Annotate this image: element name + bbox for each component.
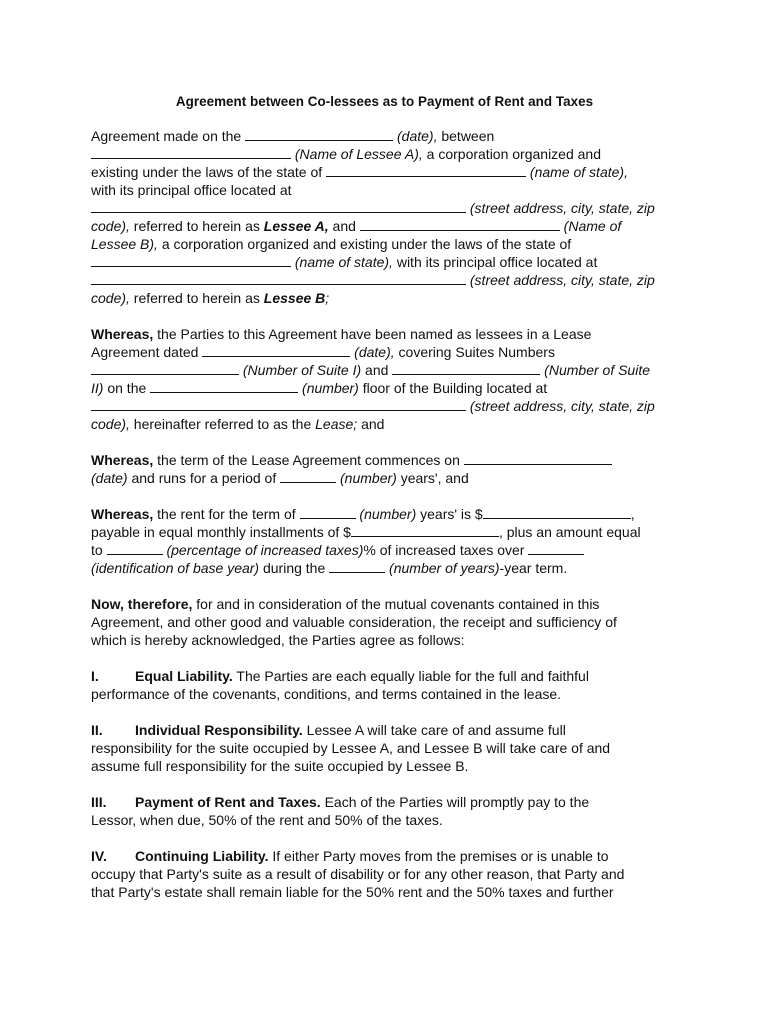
text: covering Suites Numbers	[394, 344, 555, 360]
text: on the	[103, 380, 151, 396]
text: with its principal office located at	[91, 182, 292, 198]
text: and	[361, 362, 393, 378]
hint-text: (Number of Suite	[540, 362, 651, 378]
text: ;	[325, 290, 330, 306]
line	[91, 217, 678, 235]
text: between	[437, 128, 495, 144]
text: a corporation organized and	[422, 146, 601, 162]
hint-text: (number)	[336, 470, 397, 486]
section-heading: Individual Responsibility.	[135, 722, 303, 738]
line	[91, 595, 678, 613]
hint-text: code),	[91, 290, 130, 306]
parties-paragraph	[91, 127, 678, 307]
text: performance of the covenants, conditions, and terms contained in the lease.	[91, 686, 562, 702]
text: , plus an amount equal	[498, 524, 641, 540]
whereas-keyword: Whereas,	[91, 452, 154, 468]
lease-whereas-paragraph	[91, 325, 678, 433]
hint-text: code),	[91, 416, 130, 432]
text: Lessor, when due, 50% of the rent and 50% of the taxes.	[91, 812, 443, 828]
document-title: Agreement between Co-lessees as to Payment of Rent and Taxes	[175, 94, 594, 109]
section-number: IV.	[91, 848, 107, 864]
hint-text: (Name of	[559, 218, 622, 234]
text: referred to herein as	[129, 290, 264, 306]
hint-text: (name of state),	[291, 254, 393, 270]
defined-term: Lessee A,	[263, 218, 329, 234]
floor-number-blank[interactable]	[150, 380, 298, 393]
line	[91, 325, 678, 343]
text: % of increased taxes over	[363, 542, 529, 558]
line	[91, 721, 678, 739]
line	[91, 253, 678, 271]
defined-term: Lease;	[315, 416, 358, 432]
section-individual-responsibility	[91, 721, 678, 775]
text: the Parties to this Agreement have been named as lessees in a Lease	[153, 326, 592, 342]
text: assume full responsibility for the suite occupied by Lessee B.	[91, 758, 469, 774]
line	[91, 757, 678, 775]
date-blank[interactable]	[464, 452, 612, 465]
text: and runs for a period of	[127, 470, 281, 486]
date-blank[interactable]	[245, 128, 393, 141]
line	[91, 181, 678, 199]
whereas-keyword: Whereas,	[91, 506, 154, 522]
section-number: III.	[91, 794, 107, 810]
hint-text: (Number of Suite I)	[239, 362, 362, 378]
suite-ii-blank[interactable]	[392, 362, 540, 375]
hint-text: (date),	[393, 128, 438, 144]
line	[91, 235, 678, 253]
section-heading: Equal Liability.	[135, 668, 233, 684]
line	[91, 379, 678, 397]
text: Agreement, and other good and valuable consideration, the receipt and sufficiency of	[91, 614, 617, 630]
text: If either Party moves from the premises or is unable to	[268, 848, 609, 864]
text: payable in equal monthly installments of $	[91, 524, 351, 540]
line	[91, 469, 678, 487]
text: with its principal office located at	[392, 254, 598, 270]
text: ,	[630, 506, 635, 522]
number-blank[interactable]	[300, 506, 356, 519]
section-number: II.	[91, 722, 103, 738]
hint-text: Lessee B),	[91, 236, 158, 252]
text: floor of the Building located at	[358, 380, 548, 396]
rent-amount-blank[interactable]	[483, 506, 631, 519]
section-heading: Payment of Rent and Taxes.	[135, 794, 321, 810]
text: during the	[259, 560, 330, 576]
hint-text: (date),	[350, 344, 395, 360]
hint-text: (street address, city, state, zip	[466, 398, 655, 414]
text: years', and	[396, 470, 469, 486]
line	[91, 415, 678, 433]
address-blank[interactable]	[91, 272, 466, 285]
line	[91, 163, 678, 181]
text: a corporation organized and existing under the laws of the state of	[157, 236, 572, 252]
state-blank[interactable]	[326, 164, 526, 177]
line	[91, 145, 678, 163]
text: to	[91, 542, 107, 558]
line	[91, 559, 678, 577]
hint-text: code),	[91, 218, 130, 234]
percentage-blank[interactable]	[107, 542, 163, 555]
hint-text: (number)	[298, 380, 359, 396]
hint-text: (street address, city, state, zip	[466, 200, 655, 216]
lessee-b-name-blank[interactable]	[360, 218, 560, 231]
text: the rent for the term of	[153, 506, 300, 522]
section-heading: Continuing Liability.	[135, 848, 269, 864]
line	[91, 541, 678, 559]
text: Lessee A will take care of and assume full	[302, 722, 566, 738]
line	[91, 631, 678, 649]
line	[91, 739, 678, 757]
line	[91, 613, 678, 631]
hint-text: (percentage of increased taxes)	[162, 542, 364, 558]
years-blank[interactable]	[329, 560, 385, 573]
line	[91, 199, 678, 217]
text: responsibility for the suite occupied by Lessee A, and Lessee B will take care of and	[91, 740, 611, 756]
whereas-keyword: Whereas,	[91, 326, 154, 342]
text: and	[357, 416, 385, 432]
text: that Party's estate shall remain liable for the 50% rent and the 50% taxes and further	[91, 884, 614, 900]
line	[91, 865, 678, 883]
hint-text: (identification of base year)	[91, 560, 260, 576]
hint-text: II)	[91, 380, 104, 396]
line	[91, 667, 678, 685]
hint-text: (name of state),	[526, 164, 628, 180]
now-therefore-keyword: Now, therefore,	[91, 596, 193, 612]
rent-whereas-paragraph	[91, 505, 678, 577]
line	[91, 883, 678, 901]
text: Agreement dated	[91, 344, 203, 360]
line	[91, 397, 678, 415]
line	[91, 811, 678, 829]
section-equal-liability	[91, 667, 678, 703]
text: and	[328, 218, 360, 234]
now-therefore-paragraph	[91, 595, 678, 649]
section-continuing-liability	[91, 847, 678, 901]
hint-text: (number)	[355, 506, 417, 522]
text: The Parties are each equally liable for the full and faithful	[232, 668, 589, 684]
section-number: I.	[91, 668, 99, 684]
text: the term of the Lease Agreement commences on	[153, 452, 464, 468]
hint-text: (number of years)	[385, 560, 500, 576]
text: existing under the laws of the state of	[91, 164, 327, 180]
text: years' is $	[416, 506, 483, 522]
line	[91, 685, 678, 703]
line	[91, 361, 678, 379]
text: Agreement made on the	[91, 128, 246, 144]
line	[91, 793, 678, 811]
line	[91, 523, 678, 541]
text: -year term.	[499, 560, 568, 576]
line	[91, 451, 678, 469]
hint-text: (street address, city, state, zip	[466, 272, 655, 288]
line	[91, 289, 678, 307]
date-blank[interactable]	[202, 344, 350, 357]
suite-i-blank[interactable]	[91, 362, 239, 375]
text: which is hereby acknowledged, the Parties agree as follows:	[91, 632, 465, 648]
text: occupy that Party's suite as a result of disability or for any other reason, that Party and	[91, 866, 625, 882]
address-blank[interactable]	[91, 200, 466, 213]
hint-text: (Name of Lessee A),	[291, 146, 423, 162]
state-blank[interactable]	[91, 254, 291, 267]
line	[91, 127, 678, 145]
number-blank[interactable]	[280, 470, 336, 483]
term-whereas-paragraph	[91, 451, 678, 487]
lessee-a-name-blank[interactable]	[91, 146, 291, 159]
line	[91, 505, 678, 523]
address-blank[interactable]	[91, 398, 466, 411]
line	[91, 847, 678, 865]
text: Each of the Parties will promptly pay to the	[320, 794, 590, 810]
line	[91, 271, 678, 289]
text: referred to herein as	[129, 218, 264, 234]
base-year-blank[interactable]	[528, 542, 584, 555]
text: for and in consideration of the mutual covenants contained in this	[192, 596, 600, 612]
defined-term: Lessee B	[263, 290, 326, 306]
text: hereinafter referred to as the	[129, 416, 316, 432]
line	[91, 343, 678, 361]
installment-amount-blank[interactable]	[351, 524, 499, 537]
hint-text: (date)	[91, 470, 128, 486]
section-payment-of-rent	[91, 793, 678, 829]
